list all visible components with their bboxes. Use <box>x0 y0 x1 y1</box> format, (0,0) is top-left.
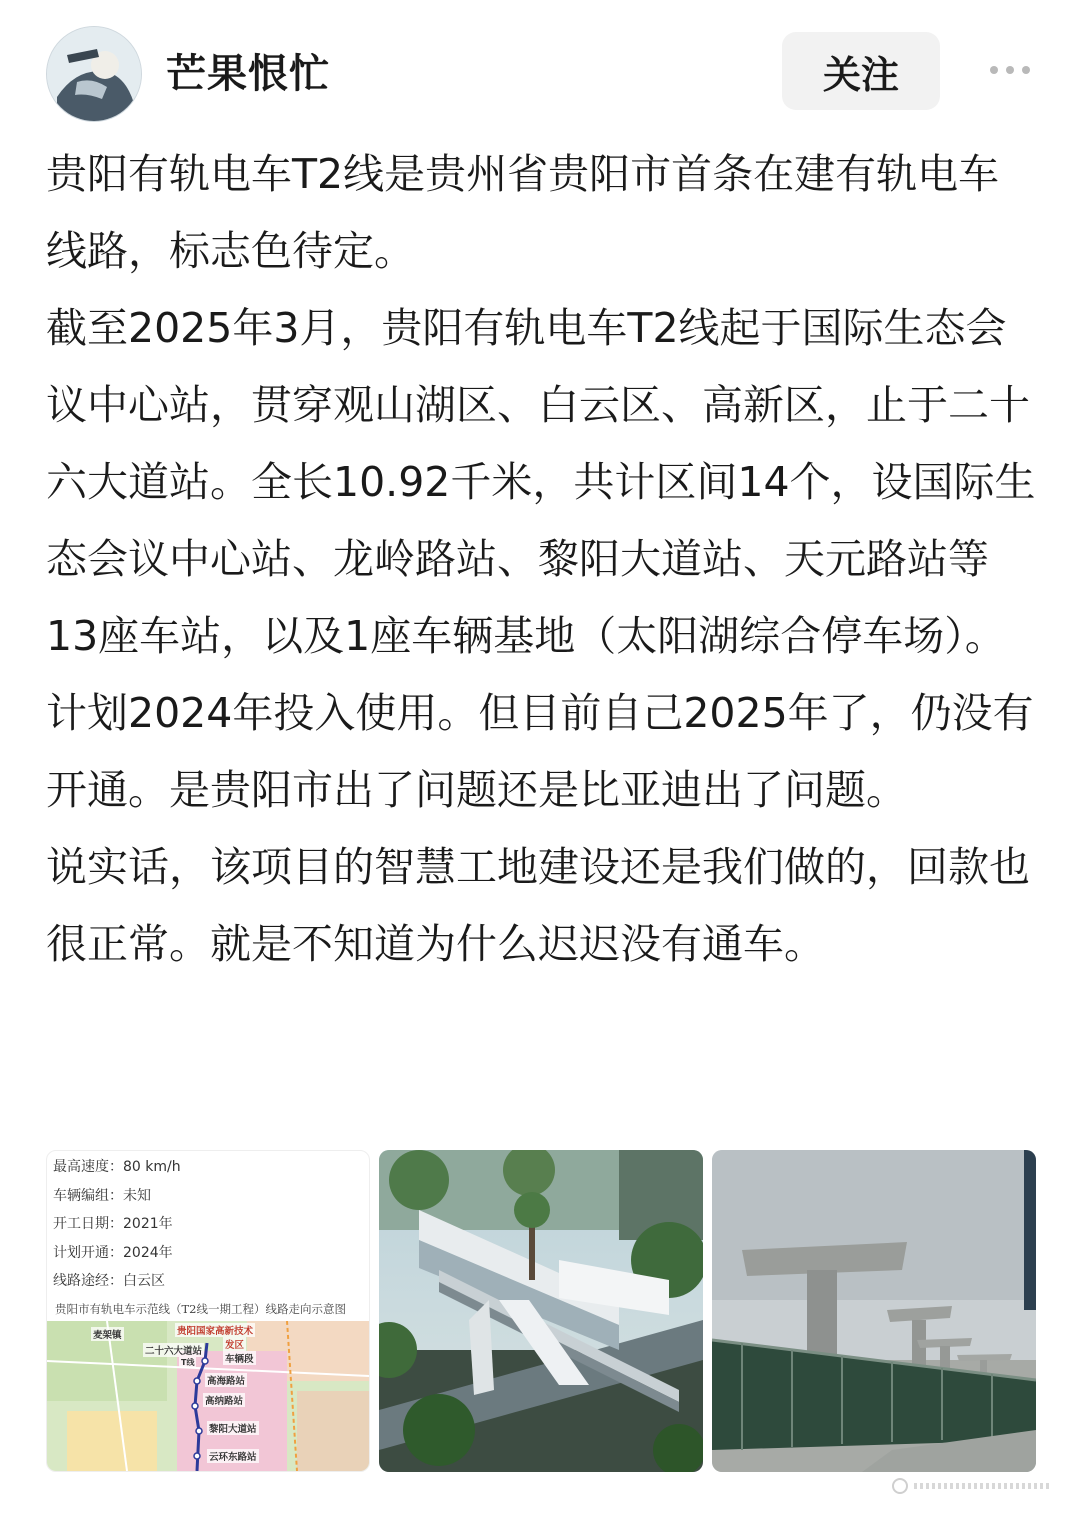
map-label: 黎阳大道站 <box>207 1421 259 1435</box>
station-render-image[interactable] <box>379 1150 703 1472</box>
spec-item: 线路途经：白云区 <box>53 1273 165 1289</box>
post-paragraph: 说实话，该项目的智慧工地建设还是我们做的，回款也很正常。就是不知道为什么迟迟没有通车。 <box>46 843 1030 968</box>
map-label: 二十六大道站 <box>143 1343 204 1357</box>
line-info-image[interactable] <box>46 1150 370 1472</box>
map-label: T线 <box>181 1358 195 1367</box>
image-grid <box>46 1150 1036 1472</box>
author-name[interactable]: 芒果恨忙 <box>166 51 330 97</box>
post-content <box>46 136 1036 983</box>
route-map <box>47 1321 369 1471</box>
map-label: 贵阳国家高新技术 <box>175 1323 255 1337</box>
map-label: 麦架镇 <box>91 1327 124 1341</box>
spec-item: 计划开通：2024年 <box>53 1244 173 1261</box>
map-label: 发区 <box>223 1337 246 1351</box>
post-header <box>0 0 1080 130</box>
post-paragraph: 贵阳有轨电车T2线是贵州省贵阳市首条在建有轨电车线路，标志色待定。 <box>46 150 1000 275</box>
spec-item: 开工日期：2021年 <box>53 1216 173 1232</box>
map-label: 高纳路站 <box>203 1393 245 1407</box>
spec-list <box>53 1153 181 1296</box>
post-paragraph: 截至2025年3月，贵阳有轨电车T2线起于国际生态会议中心站，贯穿观山湖区、白云区、高新区，止于二十六大道站。全长10.92千米，共计区间14个，设国际生态会议中心站、龙岭路站、黎阳大道站、天元路站等13座车站，以及1座车辆基地（太阳湖综合停车场）。计划2024年投入使用。但目前自己2025年了，仍没有开通。是贵阳市出了问题还是比亚迪出了问题。 <box>46 304 1036 814</box>
author-avatar[interactable] <box>46 26 142 122</box>
map-title: 贵阳市有轨电车示范线（T2线一期工程）线路走向示意图 <box>55 1302 346 1316</box>
map-label: 车辆段 <box>223 1351 256 1365</box>
map-label: 云环东路站 <box>207 1449 259 1463</box>
more-dots-icon[interactable] <box>990 60 1030 80</box>
construction-pillars-image[interactable] <box>712 1150 1036 1472</box>
follow-button[interactable]: 关注 <box>782 32 940 110</box>
watermark <box>880 1478 1060 1494</box>
spec-item: 车辆编组：未知 <box>53 1187 151 1204</box>
spec-item: 最高速度：80 km/h <box>53 1159 181 1175</box>
map-label: 高海路站 <box>205 1373 247 1387</box>
